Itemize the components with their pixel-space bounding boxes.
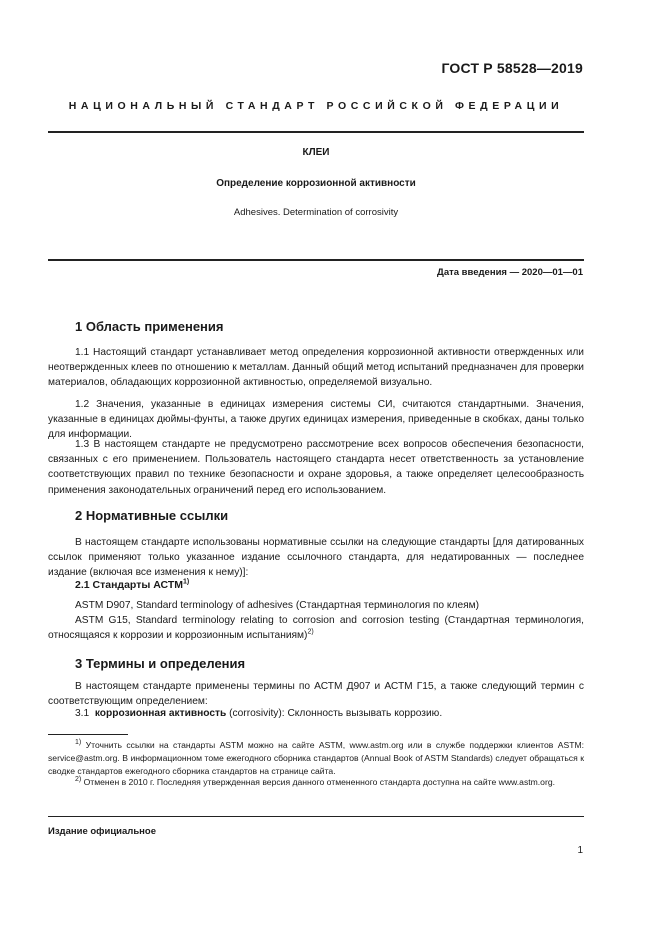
title-rule bbox=[48, 259, 584, 261]
date-introduced: Дата введения — 2020—01—01 bbox=[437, 267, 583, 278]
footnote-ref-1: 1) bbox=[183, 578, 190, 586]
term-name: коррозионная активность bbox=[94, 708, 227, 719]
document-subtitle: Определение коррозионной активности bbox=[216, 178, 416, 189]
section-1-heading: 1 Область применения bbox=[75, 319, 224, 334]
paragraph-1-2: 1.2 Значения, указанные в единицах измерения системы СИ, считаются стандартными. Значения, указанные в единицах дюймы-фунты, а также других единицах измерения, приведенные в скобках, даны только для информации. bbox=[48, 399, 584, 441]
reference-astm-d907: ASTM D907, Standard terminology of adhesives (Стандартная терминология по клеям) bbox=[75, 600, 480, 611]
paragraph-1-3: 1.3 В настоящем стандарте не предусмотрено рассмотрение всех вопросов обеспечения безопасности, связанных с его применением. Пользователь настоящего стандарта несет ответственность за установление соответствующих правил по технике безопасности и охране здоровья, а также определяет целесообразность применения законодательных ограничений перед его использованием. bbox=[48, 439, 584, 496]
document-title: КЛЕИ bbox=[302, 147, 330, 158]
section-3-heading: 3 Термины и определения bbox=[75, 656, 246, 671]
page-number: 1 bbox=[577, 845, 583, 856]
gost-number: ГОСТ Р 58528—2019 bbox=[441, 60, 583, 76]
footer-rule bbox=[48, 816, 584, 817]
section-2-heading: 2 Нормативные ссылки bbox=[75, 508, 229, 523]
subsection-2-1-heading: 2.1 Стандарты АСТМ$^{1)}$ bbox=[75, 578, 190, 591]
edition-label: Издание официальное bbox=[48, 826, 156, 837]
header-rule bbox=[48, 131, 584, 133]
document-title-english: Adhesives. Determination of corrosivity bbox=[233, 207, 399, 218]
footnote-ref-2: 2) bbox=[307, 628, 314, 636]
footnote-rule bbox=[48, 734, 128, 735]
paragraph-1-1: 1.1 Настоящий стандарт устанавливает метод определения коррозионной активности отвержденных или неотвержденных клеев по отношению к металлам. Данный общий метод испытаний предназначен для проверки материалов, обладающих коррозионной активностью, определяемой визуально. bbox=[48, 347, 584, 389]
paragraph-2-intro: В настоящем стандарте использованы нормативные ссылки на следующие стандарты [для датированных ссылок применяют только указанное издание ссылочного стандарта, для недатированных — последнее издание (включая все изменения к нему)]: bbox=[48, 537, 584, 579]
paragraph-3-intro: В настоящем стандарте применены термины по АСТМ Д907 и АСТМ Г15, а также следующий термин с соответствующим определением: bbox=[48, 681, 584, 708]
footnote-2: $^{2)}$ Отменен в 2010 г. Последняя утвержденная версия данного отмененного стандарта доступна на сайте www.astm.org. bbox=[75, 776, 555, 787]
term-definition-3-1: 3.1 коррозионная активность (corrosivity): Склонность вызывать коррозию. bbox=[75, 708, 443, 719]
reference-astm-g15: ASTM G15, Standard terminology relating to corrosion and corrosion testing (Стандартная терминология, относящаяся к коррозии и коррозионным испытаниям)$^{2)}$ bbox=[48, 615, 584, 642]
footnote-1: $^{1)}$ Уточнить ссылки на стандарты ASTM можно на сайте ASTM, www.astm.org или в службе поддержки клиентов ASTM: service@astm.org. В информационном томе ежегодного сборника стандартов (Annual Book of ASTM Standards) следует обращаться к сводке стандартов ежегодного сборника стандартов на странице сайта. bbox=[48, 739, 584, 776]
national-standard-caption: НАЦИОНАЛЬНЫЙ СТАНДАРТ РОССИЙСКОЙ ФЕДЕРАЦИИ bbox=[68, 100, 564, 112]
